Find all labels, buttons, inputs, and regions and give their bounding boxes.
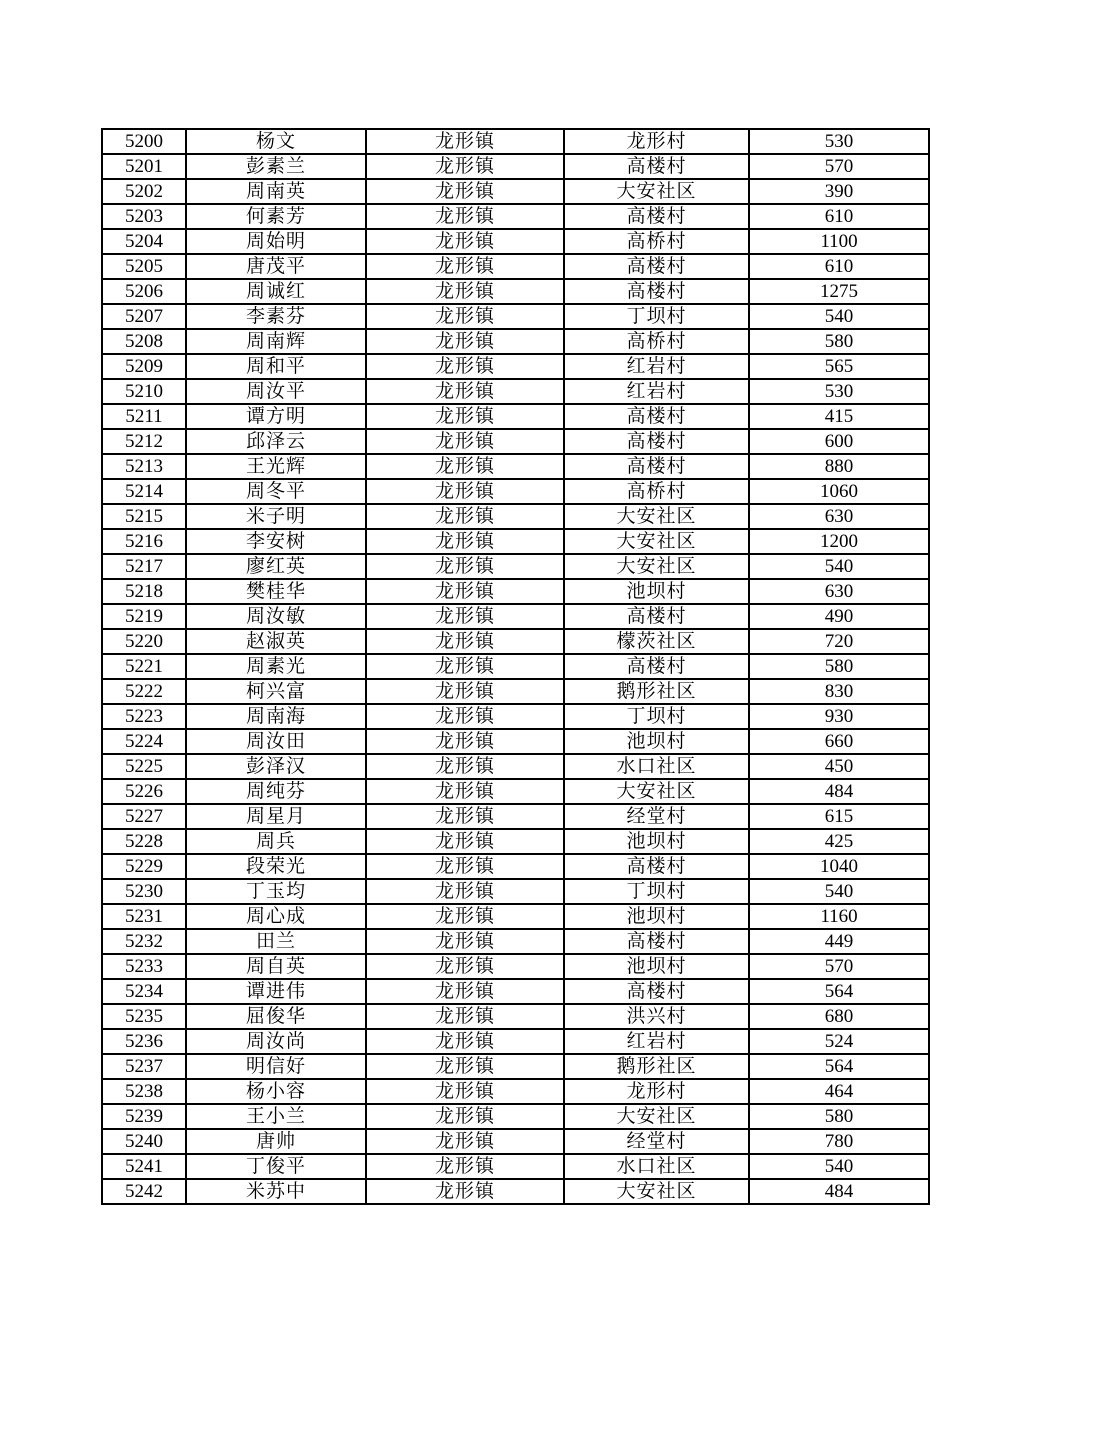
cell-town: 龙形镇 bbox=[366, 179, 564, 204]
table-row bbox=[102, 1154, 929, 1179]
table-row bbox=[102, 879, 929, 904]
cell-village: 大安社区 bbox=[564, 1104, 749, 1129]
cell-amount: 484 bbox=[749, 1179, 929, 1204]
cell-amount: 1160 bbox=[749, 904, 929, 929]
table-row bbox=[102, 379, 929, 404]
cell-village: 池坝村 bbox=[564, 579, 749, 604]
cell-name: 周始明 bbox=[186, 229, 366, 254]
cell-village: 丁坝村 bbox=[564, 879, 749, 904]
cell-amount: 449 bbox=[749, 929, 929, 954]
cell-town: 龙形镇 bbox=[366, 779, 564, 804]
cell-amount: 565 bbox=[749, 354, 929, 379]
cell-name: 彭泽汉 bbox=[186, 754, 366, 779]
cell-village: 高桥村 bbox=[564, 479, 749, 504]
table-row bbox=[102, 204, 929, 229]
cell-town: 龙形镇 bbox=[366, 854, 564, 879]
cell-town: 龙形镇 bbox=[366, 279, 564, 304]
cell-name: 周自英 bbox=[186, 954, 366, 979]
cell-amount: 610 bbox=[749, 254, 929, 279]
cell-name: 赵淑英 bbox=[186, 629, 366, 654]
table-row bbox=[102, 1104, 929, 1129]
table-row bbox=[102, 754, 929, 779]
cell-amount: 580 bbox=[749, 329, 929, 354]
cell-town: 龙形镇 bbox=[366, 554, 564, 579]
cell-amount: 660 bbox=[749, 729, 929, 754]
cell-village: 高楼村 bbox=[564, 454, 749, 479]
cell-village: 大安社区 bbox=[564, 779, 749, 804]
table-row bbox=[102, 904, 929, 929]
cell-name: 周南海 bbox=[186, 704, 366, 729]
table-row bbox=[102, 954, 929, 979]
cell-id: 5205 bbox=[102, 254, 186, 279]
table-row bbox=[102, 554, 929, 579]
cell-town: 龙形镇 bbox=[366, 254, 564, 279]
cell-name: 丁玉均 bbox=[186, 879, 366, 904]
cell-id: 5214 bbox=[102, 479, 186, 504]
cell-id: 5220 bbox=[102, 629, 186, 654]
cell-town: 龙形镇 bbox=[366, 629, 564, 654]
cell-village: 高楼村 bbox=[564, 604, 749, 629]
cell-amount: 1060 bbox=[749, 479, 929, 504]
cell-id: 5240 bbox=[102, 1129, 186, 1154]
cell-amount: 570 bbox=[749, 154, 929, 179]
cell-name: 周汝尚 bbox=[186, 1029, 366, 1054]
table-row bbox=[102, 454, 929, 479]
cell-amount: 540 bbox=[749, 1154, 929, 1179]
cell-id: 5200 bbox=[102, 129, 186, 154]
table-row bbox=[102, 854, 929, 879]
cell-id: 5227 bbox=[102, 804, 186, 829]
cell-town: 龙形镇 bbox=[366, 879, 564, 904]
cell-amount: 564 bbox=[749, 1054, 929, 1079]
cell-amount: 415 bbox=[749, 404, 929, 429]
cell-town: 龙形镇 bbox=[366, 1004, 564, 1029]
cell-id: 5209 bbox=[102, 354, 186, 379]
cell-village: 高桥村 bbox=[564, 329, 749, 354]
cell-town: 龙形镇 bbox=[366, 429, 564, 454]
cell-id: 5217 bbox=[102, 554, 186, 579]
cell-id: 5201 bbox=[102, 154, 186, 179]
cell-amount: 630 bbox=[749, 504, 929, 529]
records-table-body bbox=[102, 129, 929, 1204]
cell-amount: 630 bbox=[749, 579, 929, 604]
cell-id: 5219 bbox=[102, 604, 186, 629]
cell-name: 周诚红 bbox=[186, 279, 366, 304]
cell-name: 谭进伟 bbox=[186, 979, 366, 1004]
cell-name: 周星月 bbox=[186, 804, 366, 829]
cell-id: 5208 bbox=[102, 329, 186, 354]
cell-town: 龙形镇 bbox=[366, 654, 564, 679]
cell-id: 5241 bbox=[102, 1154, 186, 1179]
cell-town: 龙形镇 bbox=[366, 954, 564, 979]
cell-amount: 600 bbox=[749, 429, 929, 454]
cell-town: 龙形镇 bbox=[366, 404, 564, 429]
cell-town: 龙形镇 bbox=[366, 354, 564, 379]
cell-name: 周南英 bbox=[186, 179, 366, 204]
cell-id: 5202 bbox=[102, 179, 186, 204]
cell-id: 5218 bbox=[102, 579, 186, 604]
cell-amount: 490 bbox=[749, 604, 929, 629]
cell-village: 红岩村 bbox=[564, 1029, 749, 1054]
cell-town: 龙形镇 bbox=[366, 304, 564, 329]
cell-town: 龙形镇 bbox=[366, 604, 564, 629]
table-row bbox=[102, 429, 929, 454]
cell-name: 杨小容 bbox=[186, 1079, 366, 1104]
cell-village: 大安社区 bbox=[564, 529, 749, 554]
cell-amount: 580 bbox=[749, 1104, 929, 1129]
table-row bbox=[102, 229, 929, 254]
cell-town: 龙形镇 bbox=[366, 754, 564, 779]
cell-town: 龙形镇 bbox=[366, 704, 564, 729]
cell-town: 龙形镇 bbox=[366, 229, 564, 254]
cell-village: 大安社区 bbox=[564, 179, 749, 204]
cell-name: 何素芳 bbox=[186, 204, 366, 229]
cell-id: 5216 bbox=[102, 529, 186, 554]
records-table bbox=[101, 128, 930, 1205]
cell-village: 高楼村 bbox=[564, 204, 749, 229]
cell-town: 龙形镇 bbox=[366, 679, 564, 704]
cell-town: 龙形镇 bbox=[366, 504, 564, 529]
cell-town: 龙形镇 bbox=[366, 129, 564, 154]
cell-id: 5213 bbox=[102, 454, 186, 479]
table-row bbox=[102, 254, 929, 279]
cell-name: 杨文 bbox=[186, 129, 366, 154]
table-row bbox=[102, 1179, 929, 1204]
cell-town: 龙形镇 bbox=[366, 729, 564, 754]
cell-town: 龙形镇 bbox=[366, 204, 564, 229]
cell-name: 唐帅 bbox=[186, 1129, 366, 1154]
cell-name: 段荣光 bbox=[186, 854, 366, 879]
table-row bbox=[102, 129, 929, 154]
cell-name: 李素芬 bbox=[186, 304, 366, 329]
cell-town: 龙形镇 bbox=[366, 829, 564, 854]
table-row bbox=[102, 529, 929, 554]
cell-id: 5210 bbox=[102, 379, 186, 404]
cell-id: 5232 bbox=[102, 929, 186, 954]
cell-village: 大安社区 bbox=[564, 504, 749, 529]
table-row bbox=[102, 1004, 929, 1029]
cell-village: 大安社区 bbox=[564, 554, 749, 579]
table-row bbox=[102, 1129, 929, 1154]
table-row bbox=[102, 479, 929, 504]
table-row bbox=[102, 1029, 929, 1054]
table-row bbox=[102, 679, 929, 704]
cell-town: 龙形镇 bbox=[366, 579, 564, 604]
cell-name: 周冬平 bbox=[186, 479, 366, 504]
cell-amount: 680 bbox=[749, 1004, 929, 1029]
cell-name: 周汝平 bbox=[186, 379, 366, 404]
cell-amount: 464 bbox=[749, 1079, 929, 1104]
cell-name: 唐茂平 bbox=[186, 254, 366, 279]
cell-id: 5228 bbox=[102, 829, 186, 854]
cell-village: 龙形村 bbox=[564, 129, 749, 154]
cell-name: 屈俊华 bbox=[186, 1004, 366, 1029]
cell-name: 周和平 bbox=[186, 354, 366, 379]
cell-amount: 484 bbox=[749, 779, 929, 804]
cell-town: 龙形镇 bbox=[366, 1054, 564, 1079]
cell-name: 周心成 bbox=[186, 904, 366, 929]
cell-town: 龙形镇 bbox=[366, 929, 564, 954]
cell-name: 樊桂华 bbox=[186, 579, 366, 604]
table-row bbox=[102, 154, 929, 179]
cell-id: 5203 bbox=[102, 204, 186, 229]
cell-name: 周兵 bbox=[186, 829, 366, 854]
table-row bbox=[102, 279, 929, 304]
cell-id: 5242 bbox=[102, 1179, 186, 1204]
cell-village: 大安社区 bbox=[564, 1179, 749, 1204]
cell-village: 池坝村 bbox=[564, 829, 749, 854]
table-row bbox=[102, 329, 929, 354]
table-row bbox=[102, 404, 929, 429]
cell-village: 檬茨社区 bbox=[564, 629, 749, 654]
cell-village: 高桥村 bbox=[564, 229, 749, 254]
cell-village: 洪兴村 bbox=[564, 1004, 749, 1029]
cell-id: 5211 bbox=[102, 404, 186, 429]
cell-amount: 610 bbox=[749, 204, 929, 229]
cell-amount: 780 bbox=[749, 1129, 929, 1154]
cell-name: 王小兰 bbox=[186, 1104, 366, 1129]
cell-village: 高楼村 bbox=[564, 429, 749, 454]
cell-village: 池坝村 bbox=[564, 904, 749, 929]
cell-id: 5226 bbox=[102, 779, 186, 804]
cell-id: 5207 bbox=[102, 304, 186, 329]
cell-id: 5230 bbox=[102, 879, 186, 904]
cell-village: 红岩村 bbox=[564, 379, 749, 404]
cell-id: 5206 bbox=[102, 279, 186, 304]
cell-id: 5212 bbox=[102, 429, 186, 454]
cell-town: 龙形镇 bbox=[366, 1079, 564, 1104]
cell-town: 龙形镇 bbox=[366, 529, 564, 554]
cell-village: 红岩村 bbox=[564, 354, 749, 379]
cell-id: 5239 bbox=[102, 1104, 186, 1129]
cell-amount: 1040 bbox=[749, 854, 929, 879]
cell-village: 水口社区 bbox=[564, 1154, 749, 1179]
cell-amount: 1275 bbox=[749, 279, 929, 304]
cell-amount: 570 bbox=[749, 954, 929, 979]
table-row bbox=[102, 829, 929, 854]
cell-amount: 564 bbox=[749, 979, 929, 1004]
cell-id: 5231 bbox=[102, 904, 186, 929]
cell-village: 高楼村 bbox=[564, 154, 749, 179]
cell-town: 龙形镇 bbox=[366, 804, 564, 829]
cell-village: 高楼村 bbox=[564, 404, 749, 429]
cell-village: 经堂村 bbox=[564, 804, 749, 829]
cell-village: 水口社区 bbox=[564, 754, 749, 779]
cell-village: 丁坝村 bbox=[564, 304, 749, 329]
cell-town: 龙形镇 bbox=[366, 479, 564, 504]
cell-name: 王光辉 bbox=[186, 454, 366, 479]
cell-amount: 830 bbox=[749, 679, 929, 704]
cell-name: 丁俊平 bbox=[186, 1154, 366, 1179]
cell-name: 李安树 bbox=[186, 529, 366, 554]
cell-town: 龙形镇 bbox=[366, 1104, 564, 1129]
cell-id: 5235 bbox=[102, 1004, 186, 1029]
cell-amount: 720 bbox=[749, 629, 929, 654]
cell-village: 龙形村 bbox=[564, 1079, 749, 1104]
cell-name: 米子明 bbox=[186, 504, 366, 529]
table-row bbox=[102, 1054, 929, 1079]
cell-village: 高楼村 bbox=[564, 254, 749, 279]
cell-town: 龙形镇 bbox=[366, 379, 564, 404]
cell-name: 彭素兰 bbox=[186, 154, 366, 179]
cell-town: 龙形镇 bbox=[366, 904, 564, 929]
table-row bbox=[102, 804, 929, 829]
cell-name: 明信好 bbox=[186, 1054, 366, 1079]
cell-amount: 450 bbox=[749, 754, 929, 779]
cell-id: 5215 bbox=[102, 504, 186, 529]
cell-amount: 615 bbox=[749, 804, 929, 829]
cell-village: 高楼村 bbox=[564, 979, 749, 1004]
table-row bbox=[102, 629, 929, 654]
cell-amount: 390 bbox=[749, 179, 929, 204]
cell-name: 邱泽云 bbox=[186, 429, 366, 454]
cell-name: 周南辉 bbox=[186, 329, 366, 354]
cell-name: 米苏中 bbox=[186, 1179, 366, 1204]
cell-amount: 1100 bbox=[749, 229, 929, 254]
table-row bbox=[102, 179, 929, 204]
table-row bbox=[102, 779, 929, 804]
table-row bbox=[102, 354, 929, 379]
table-row bbox=[102, 579, 929, 604]
cell-id: 5234 bbox=[102, 979, 186, 1004]
cell-name: 周汝田 bbox=[186, 729, 366, 754]
table-row bbox=[102, 979, 929, 1004]
table-row bbox=[102, 604, 929, 629]
cell-village: 鹅形社区 bbox=[564, 1054, 749, 1079]
cell-id: 5225 bbox=[102, 754, 186, 779]
cell-id: 5233 bbox=[102, 954, 186, 979]
cell-name: 田兰 bbox=[186, 929, 366, 954]
cell-amount: 530 bbox=[749, 379, 929, 404]
cell-amount: 540 bbox=[749, 304, 929, 329]
cell-name: 柯兴富 bbox=[186, 679, 366, 704]
cell-village: 高楼村 bbox=[564, 854, 749, 879]
cell-id: 5204 bbox=[102, 229, 186, 254]
cell-village: 鹅形社区 bbox=[564, 679, 749, 704]
table-row bbox=[102, 654, 929, 679]
cell-id: 5224 bbox=[102, 729, 186, 754]
cell-id: 5237 bbox=[102, 1054, 186, 1079]
cell-town: 龙形镇 bbox=[366, 154, 564, 179]
cell-name: 周汝敏 bbox=[186, 604, 366, 629]
cell-town: 龙形镇 bbox=[366, 454, 564, 479]
cell-name: 周素光 bbox=[186, 654, 366, 679]
cell-id: 5236 bbox=[102, 1029, 186, 1054]
cell-id: 5223 bbox=[102, 704, 186, 729]
cell-village: 高楼村 bbox=[564, 654, 749, 679]
cell-amount: 880 bbox=[749, 454, 929, 479]
cell-id: 5238 bbox=[102, 1079, 186, 1104]
table-row bbox=[102, 1079, 929, 1104]
cell-id: 5222 bbox=[102, 679, 186, 704]
cell-village: 经堂村 bbox=[564, 1129, 749, 1154]
table-row bbox=[102, 729, 929, 754]
cell-amount: 530 bbox=[749, 129, 929, 154]
table-row bbox=[102, 704, 929, 729]
cell-amount: 930 bbox=[749, 704, 929, 729]
cell-village: 高楼村 bbox=[564, 279, 749, 304]
cell-name: 谭方明 bbox=[186, 404, 366, 429]
cell-id: 5221 bbox=[102, 654, 186, 679]
cell-town: 龙形镇 bbox=[366, 329, 564, 354]
cell-id: 5229 bbox=[102, 854, 186, 879]
cell-amount: 1200 bbox=[749, 529, 929, 554]
cell-name: 廖红英 bbox=[186, 554, 366, 579]
cell-name: 周纯芬 bbox=[186, 779, 366, 804]
cell-town: 龙形镇 bbox=[366, 1129, 564, 1154]
cell-town: 龙形镇 bbox=[366, 979, 564, 1004]
table-row bbox=[102, 504, 929, 529]
cell-amount: 580 bbox=[749, 654, 929, 679]
table-row bbox=[102, 304, 929, 329]
cell-village: 池坝村 bbox=[564, 729, 749, 754]
cell-amount: 425 bbox=[749, 829, 929, 854]
cell-town: 龙形镇 bbox=[366, 1029, 564, 1054]
cell-town: 龙形镇 bbox=[366, 1154, 564, 1179]
cell-amount: 524 bbox=[749, 1029, 929, 1054]
cell-amount: 540 bbox=[749, 879, 929, 904]
cell-amount: 540 bbox=[749, 554, 929, 579]
cell-village: 丁坝村 bbox=[564, 704, 749, 729]
cell-village: 池坝村 bbox=[564, 954, 749, 979]
cell-village: 高楼村 bbox=[564, 929, 749, 954]
table-row bbox=[102, 929, 929, 954]
cell-town: 龙形镇 bbox=[366, 1179, 564, 1204]
